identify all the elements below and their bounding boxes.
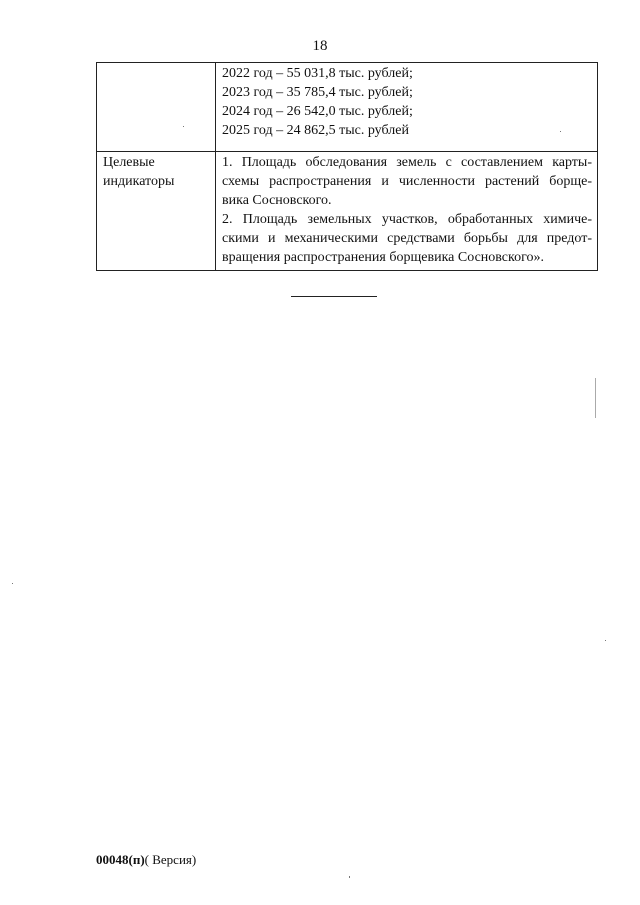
financing-line-2025: 2025 год – 24 862,5 тыс. рублей <box>222 123 409 138</box>
indicators-content-cell <box>216 152 598 271</box>
indicators-label-line-1: Целевые <box>103 155 155 170</box>
financing-line-2024: 2024 год – 26 542,0 тыс. рублей; <box>222 104 413 119</box>
scan-speck <box>183 126 184 127</box>
table-row-indicators <box>97 152 598 271</box>
indicators-label-cell <box>97 152 216 271</box>
scan-speck <box>605 640 606 641</box>
indicator-text-line-3: вика Сосновского. <box>222 193 332 208</box>
program-passport-table <box>96 62 598 271</box>
indicator-text-line-5: скими и механическими средствами борьбы для предот- <box>222 231 592 246</box>
financing-line-2022: 2022 год – 55 031,8 тыс. рублей; <box>222 66 413 81</box>
footer-document-code <box>96 852 196 868</box>
indicator-text-line-1: 1. Площадь обследования земель с составлением карты- <box>222 155 592 170</box>
scan-speck <box>12 583 13 584</box>
indicator-text-line-4: 2. Площадь земельных участков, обработанных химиче- <box>222 212 592 227</box>
financing-line-2023: 2023 год – 35 785,4 тыс. рублей; <box>222 85 413 100</box>
scan-speck <box>349 876 350 878</box>
footer-code-number: 00048(п) <box>96 852 145 867</box>
financing-content-cell <box>216 63 598 152</box>
section-separator-line <box>291 296 377 297</box>
table-row-financing <box>97 63 598 152</box>
footer-code-version: ( Версия) <box>144 852 197 867</box>
indicator-text-line-2: схемы распространения и численности растений борще- <box>222 174 592 189</box>
indicator-text-line-6: вращения распространения борщевика Сосновского». <box>222 250 544 265</box>
page-number: 18 <box>312 38 328 54</box>
scan-speck <box>560 131 561 132</box>
scan-speck <box>595 378 596 418</box>
indicators-label-line-2: индикаторы <box>103 174 175 189</box>
financing-label-cell <box>97 63 216 152</box>
